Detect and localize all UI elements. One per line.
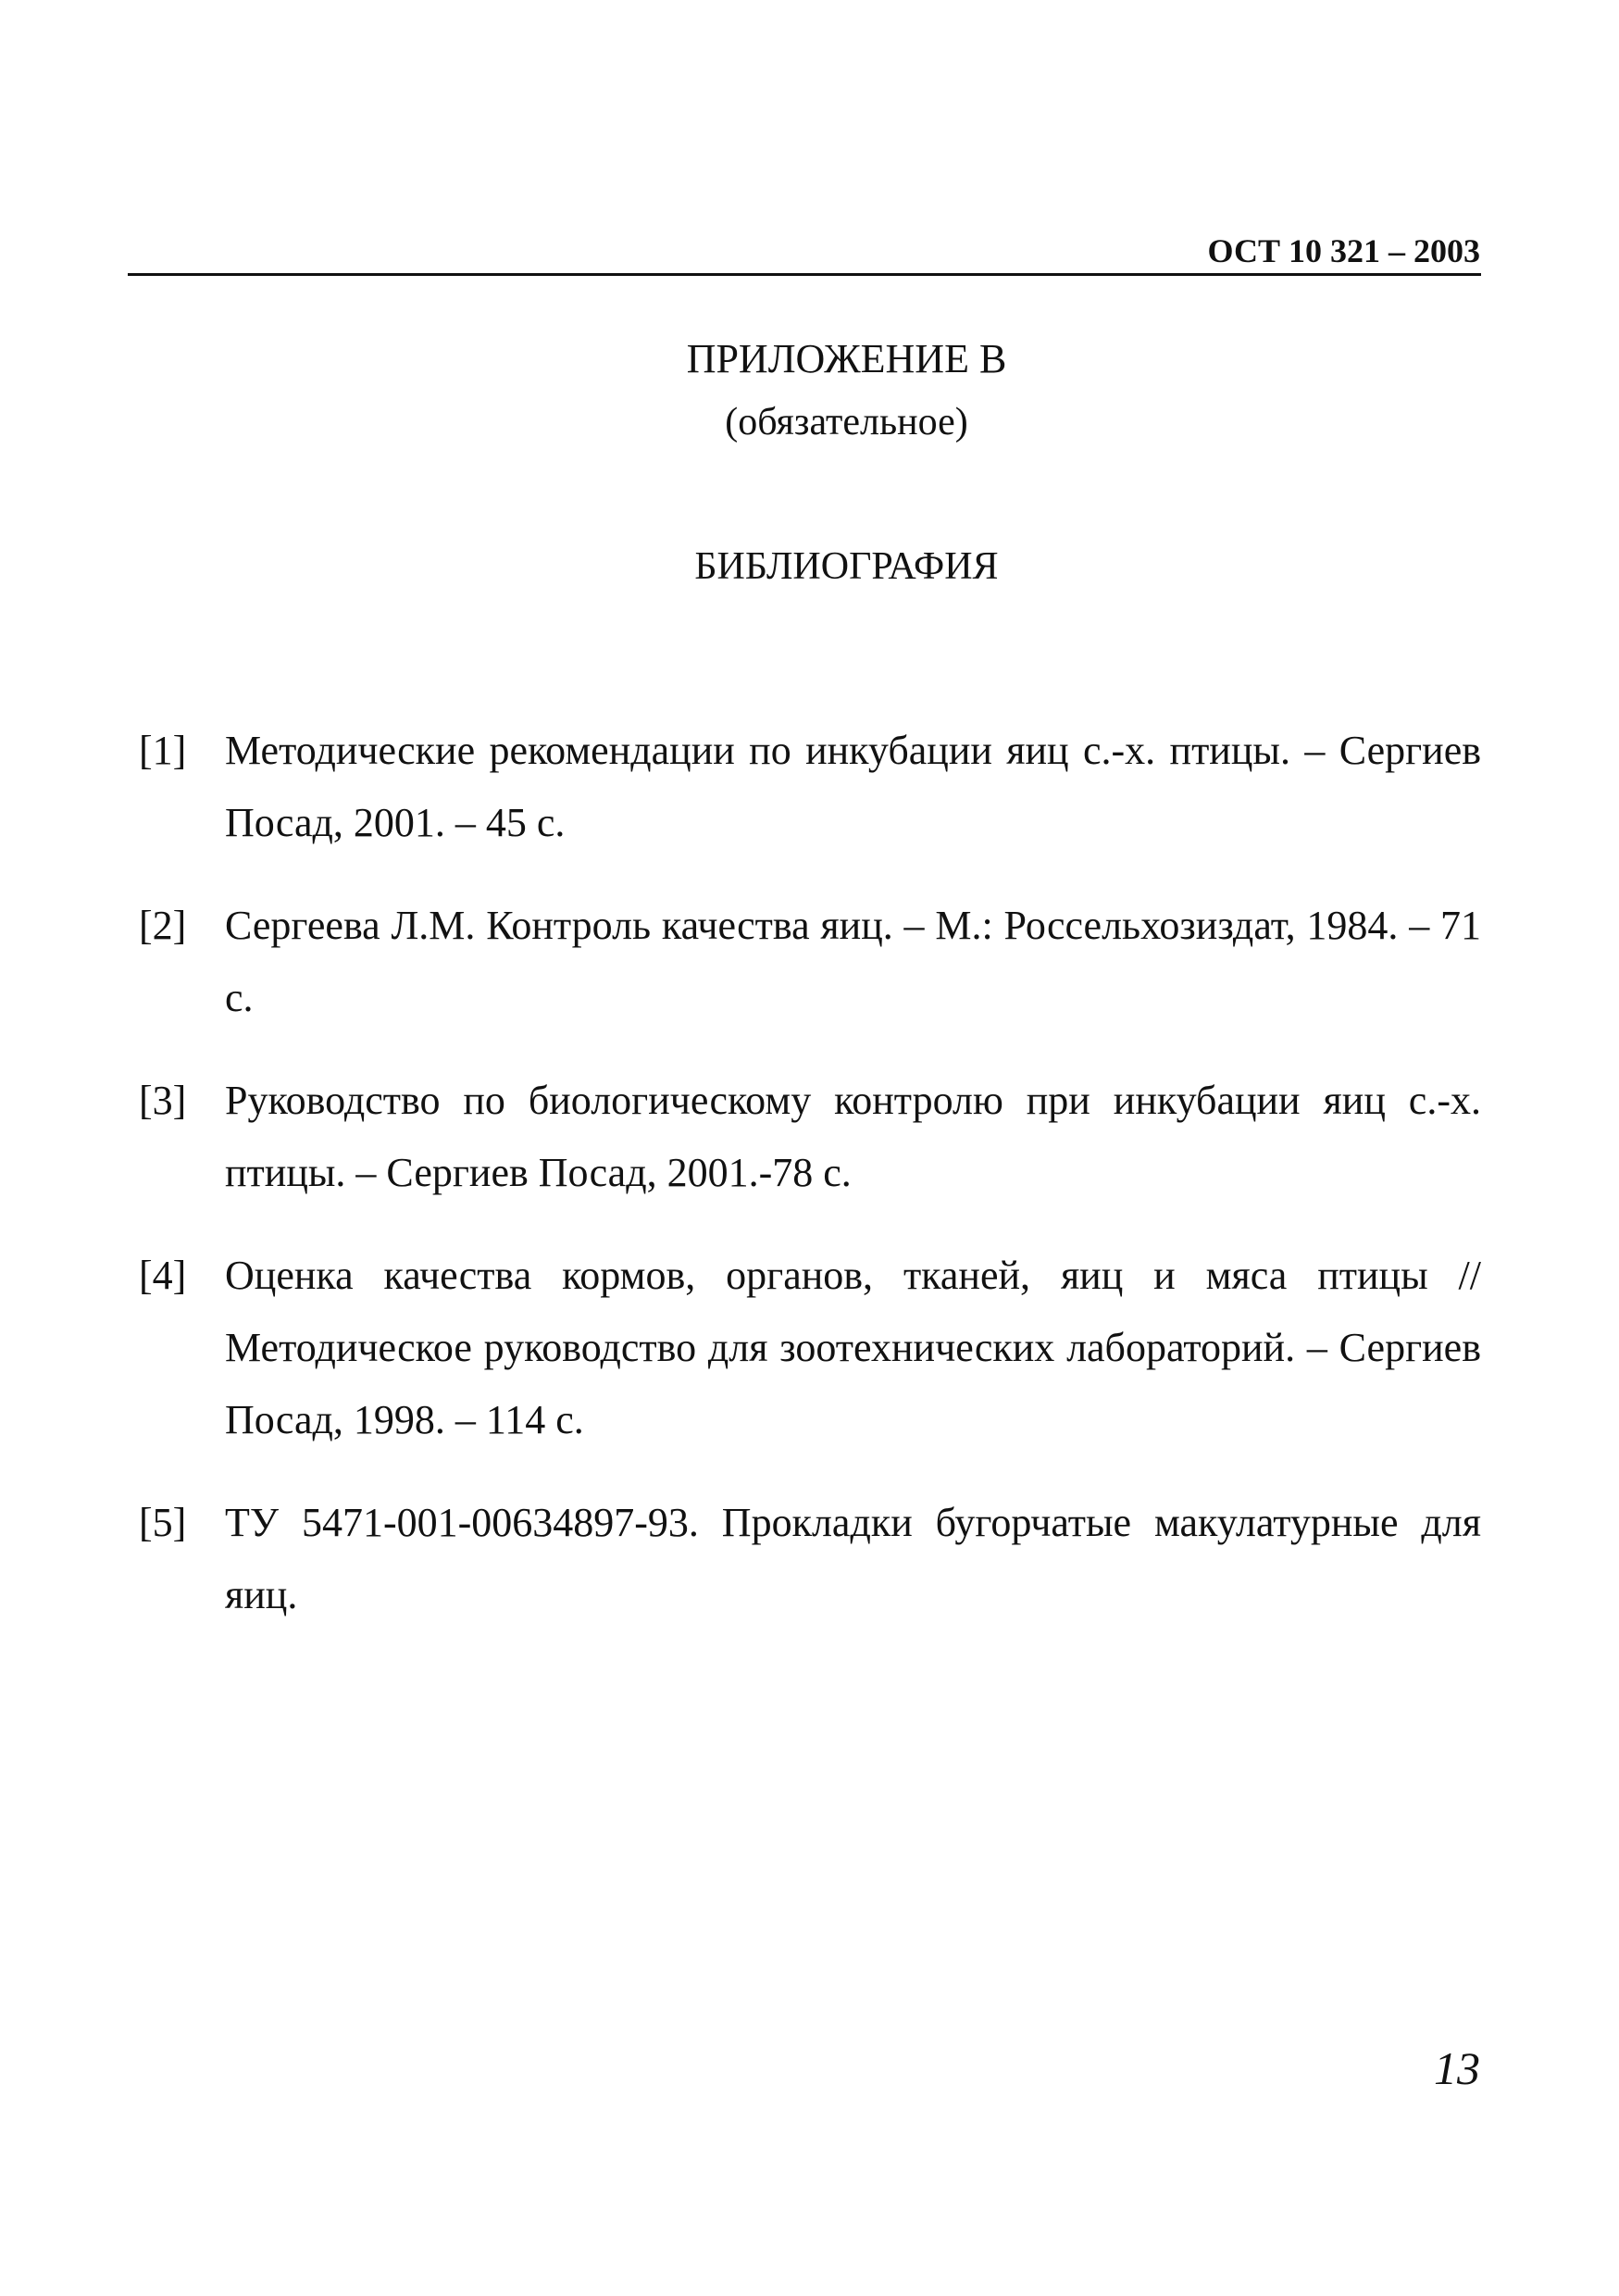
page-number: 13: [1434, 2042, 1480, 2094]
reference-item: [139, 1065, 1481, 1209]
reference-item: [139, 715, 1481, 859]
reference-text: ТУ 5471-001-00634897-93. Прокладки бугорчатые макулатурные для яиц.: [225, 1500, 1481, 1617]
reference-text: Сергеева Л.М. Контроль качества яиц. – М.: Россельхозиздат, 1984. – 71 с.: [225, 903, 1481, 1020]
reference-number: [5]: [139, 1500, 187, 1545]
document-code: ОСТ 10 321 – 2003: [1207, 232, 1480, 269]
bibliography-title: БИБЛИОГРАФИЯ: [694, 545, 999, 588]
appendix-status: (обязательное): [725, 401, 968, 443]
reference-item: [139, 890, 1481, 1034]
header-rule: [128, 273, 1481, 276]
reference-item: [139, 1487, 1481, 1631]
reference-number: [4]: [139, 1253, 187, 1298]
reference-item: [139, 1240, 1481, 1456]
reference-number: [3]: [139, 1078, 187, 1123]
reference-list: [139, 715, 1481, 1662]
reference-number: [2]: [139, 903, 187, 948]
reference-text: Руководство по биологическому контролю при инкубации яиц с.-х. птицы. – Сергиев Посад, 2001.-78 с.: [225, 1078, 1481, 1195]
appendix-title: ПРИЛОЖЕНИЕ В: [686, 336, 1007, 381]
reference-text: Оценка качества кормов, органов, тканей, яиц и мяса птицы //Методическое руководство для зоотехнических лабораторий. – Сергиев Посад, 1998. – 114 с.: [225, 1253, 1481, 1442]
reference-text: Методические рекомендации по инкубации яиц с.-х. птицы. – Сергиев Посад, 2001. – 45 с.: [225, 728, 1481, 845]
reference-number: [1]: [139, 728, 187, 773]
